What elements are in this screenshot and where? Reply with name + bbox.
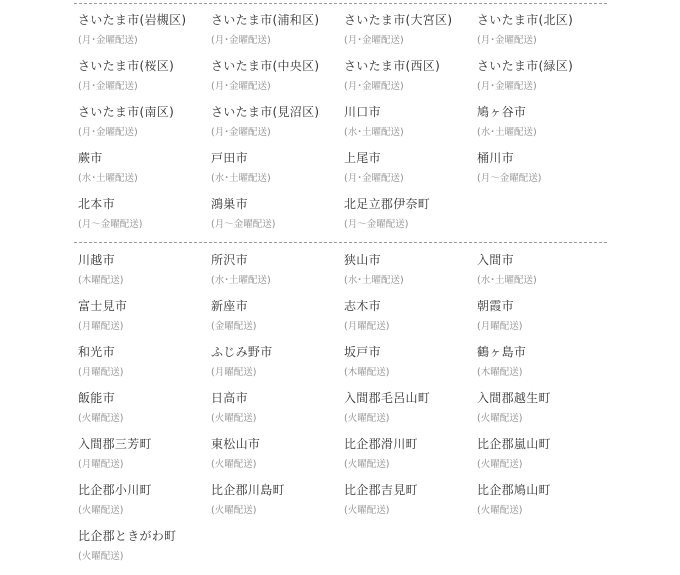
section-saitama-east <box>78 13 612 243</box>
area-name: ふじみ野市 <box>211 345 273 359</box>
area-item <box>344 105 477 151</box>
section-saitama-west <box>78 253 612 575</box>
delivery-schedule: (火曜配送) <box>78 413 124 424</box>
area-item <box>78 529 211 575</box>
area-name: 比企郡鳩山町 <box>477 483 551 497</box>
area-name: さいたま市(桜区) <box>78 59 175 73</box>
area-item <box>78 13 211 59</box>
area-item <box>477 391 610 437</box>
area-item <box>344 391 477 437</box>
delivery-schedule: (火曜配送) <box>78 551 124 562</box>
area-name: 比企郡川島町 <box>211 483 285 497</box>
area-item <box>477 105 610 151</box>
area-item <box>344 483 477 529</box>
area-name: 狭山市 <box>344 253 381 267</box>
area-item <box>78 345 211 391</box>
delivery-schedule: (火曜配送) <box>211 413 257 424</box>
area-name: 富士見市 <box>78 299 128 313</box>
area-item <box>477 59 610 105</box>
area-item <box>211 299 344 345</box>
delivery-schedule: (水･土曜配送) <box>78 173 138 184</box>
area-name: さいたま市(西区) <box>344 59 441 73</box>
area-item <box>344 299 477 345</box>
area-name: 比企郡小川町 <box>78 483 152 497</box>
area-item <box>211 59 344 105</box>
area-item <box>477 13 610 59</box>
area-name: 入間郡越生町 <box>477 391 551 405</box>
delivery-schedule: (月曜配送) <box>78 367 124 378</box>
area-grid <box>78 253 612 575</box>
area-item <box>78 105 211 151</box>
delivery-schedule: (金曜配送) <box>211 321 257 332</box>
delivery-schedule: (月･金曜配送) <box>78 81 138 92</box>
area-name: 入間市 <box>477 253 514 267</box>
area-item <box>78 197 211 243</box>
area-item <box>211 197 344 243</box>
delivery-schedule: (月曜配送) <box>477 321 523 332</box>
delivery-schedule: (月～金曜配送) <box>78 219 143 230</box>
area-item <box>344 197 477 243</box>
area-item <box>211 483 344 529</box>
delivery-schedule: (水･土曜配送) <box>211 275 271 286</box>
delivery-schedule: (月～金曜配送) <box>477 173 542 184</box>
area-name: さいたま市(岩槻区) <box>78 13 187 27</box>
area-item <box>344 437 477 483</box>
delivery-schedule: (木曜配送) <box>344 367 390 378</box>
delivery-schedule: (月･金曜配送) <box>344 81 404 92</box>
area-item <box>344 59 477 105</box>
area-item <box>211 437 344 483</box>
area-item <box>477 253 610 299</box>
delivery-schedule: (月･金曜配送) <box>78 127 138 138</box>
delivery-schedule: (月～金曜配送) <box>211 219 276 230</box>
area-name: 比企郡嵐山町 <box>477 437 551 451</box>
delivery-schedule: (水･土曜配送) <box>477 275 537 286</box>
area-name: 川越市 <box>78 253 115 267</box>
area-name: 飯能市 <box>78 391 115 405</box>
delivery-schedule: (木曜配送) <box>477 367 523 378</box>
area-item <box>344 253 477 299</box>
delivery-schedule: (火曜配送) <box>344 505 390 516</box>
area-name: さいたま市(南区) <box>78 105 175 119</box>
delivery-schedule: (火曜配送) <box>78 505 124 516</box>
area-item <box>477 345 610 391</box>
section-divider-top <box>74 3 607 4</box>
delivery-schedule: (月･金曜配送) <box>477 81 537 92</box>
delivery-schedule: (水･土曜配送) <box>211 173 271 184</box>
area-item <box>477 483 610 529</box>
delivery-schedule: (月曜配送) <box>78 321 124 332</box>
delivery-schedule: (月･金曜配送) <box>78 35 138 46</box>
delivery-schedule: (月･金曜配送) <box>211 81 271 92</box>
area-name: さいたま市(緑区) <box>477 59 574 73</box>
area-name: さいたま市(中央区) <box>211 59 320 73</box>
area-name: 比企郡吉見町 <box>344 483 418 497</box>
area-item <box>477 437 610 483</box>
area-name: さいたま市(北区) <box>477 13 574 27</box>
area-item <box>78 437 211 483</box>
area-name: 上尾市 <box>344 151 381 165</box>
area-grid <box>78 13 612 243</box>
area-name: 戸田市 <box>211 151 248 165</box>
delivery-schedule: (水･土曜配送) <box>344 275 404 286</box>
area-name: 和光市 <box>78 345 115 359</box>
area-name: 北足立郡伊奈町 <box>344 197 431 211</box>
area-name: 入間郡毛呂山町 <box>344 391 431 405</box>
area-item <box>344 345 477 391</box>
area-item <box>211 253 344 299</box>
delivery-schedule: (火曜配送) <box>344 413 390 424</box>
area-name: 坂戸市 <box>344 345 381 359</box>
area-item <box>78 151 211 197</box>
area-name: 所沢市 <box>211 253 248 267</box>
delivery-schedule: (水･土曜配送) <box>344 127 404 138</box>
area-name: 鴻巣市 <box>211 197 248 211</box>
area-name: 鳩ヶ谷市 <box>477 105 527 119</box>
area-item <box>477 151 610 197</box>
area-name: 入間郡三芳町 <box>78 437 152 451</box>
delivery-schedule: (水･土曜配送) <box>477 127 537 138</box>
delivery-schedule: (月･金曜配送) <box>344 35 404 46</box>
area-item <box>78 391 211 437</box>
delivery-schedule: (火曜配送) <box>211 459 257 470</box>
area-item <box>477 299 610 345</box>
area-item <box>78 299 211 345</box>
area-item <box>344 13 477 59</box>
delivery-schedule: (月～金曜配送) <box>344 219 409 230</box>
area-item <box>211 13 344 59</box>
area-name: 東松山市 <box>211 437 261 451</box>
area-name: 新座市 <box>211 299 248 313</box>
delivery-schedule: (火曜配送) <box>477 459 523 470</box>
delivery-schedule: (火曜配送) <box>211 505 257 516</box>
delivery-schedule: (月･金曜配送) <box>211 127 271 138</box>
area-name: 日高市 <box>211 391 248 405</box>
area-name: 志木市 <box>344 299 381 313</box>
delivery-schedule: (火曜配送) <box>477 505 523 516</box>
delivery-schedule: (月曜配送) <box>344 321 390 332</box>
delivery-schedule: (月･金曜配送) <box>211 35 271 46</box>
delivery-schedule: (月曜配送) <box>78 459 124 470</box>
delivery-schedule: (月･金曜配送) <box>344 173 404 184</box>
area-item <box>78 253 211 299</box>
area-name: 川口市 <box>344 105 381 119</box>
area-name: 桶川市 <box>477 151 514 165</box>
area-name: さいたま市(浦和区) <box>211 13 320 27</box>
area-name: 朝霞市 <box>477 299 514 313</box>
delivery-schedule: (火曜配送) <box>344 459 390 470</box>
area-name: 比企郡ときがわ町 <box>78 529 177 543</box>
delivery-schedule: (火曜配送) <box>477 413 523 424</box>
area-name: さいたま市(見沼区) <box>211 105 320 119</box>
area-item <box>78 483 211 529</box>
delivery-schedule: (月･金曜配送) <box>477 35 537 46</box>
area-item <box>344 151 477 197</box>
area-name: 蕨市 <box>78 151 103 165</box>
area-name: 比企郡滑川町 <box>344 437 418 451</box>
area-item <box>78 59 211 105</box>
area-name: さいたま市(大宮区) <box>344 13 453 27</box>
section-divider-middle <box>74 242 607 243</box>
area-name: 北本市 <box>78 197 115 211</box>
area-item <box>211 151 344 197</box>
area-item <box>211 391 344 437</box>
delivery-schedule: (月曜配送) <box>211 367 257 378</box>
area-item <box>211 105 344 151</box>
area-item <box>211 345 344 391</box>
area-name: 鶴ヶ島市 <box>477 345 527 359</box>
delivery-schedule: (木曜配送) <box>78 275 124 286</box>
